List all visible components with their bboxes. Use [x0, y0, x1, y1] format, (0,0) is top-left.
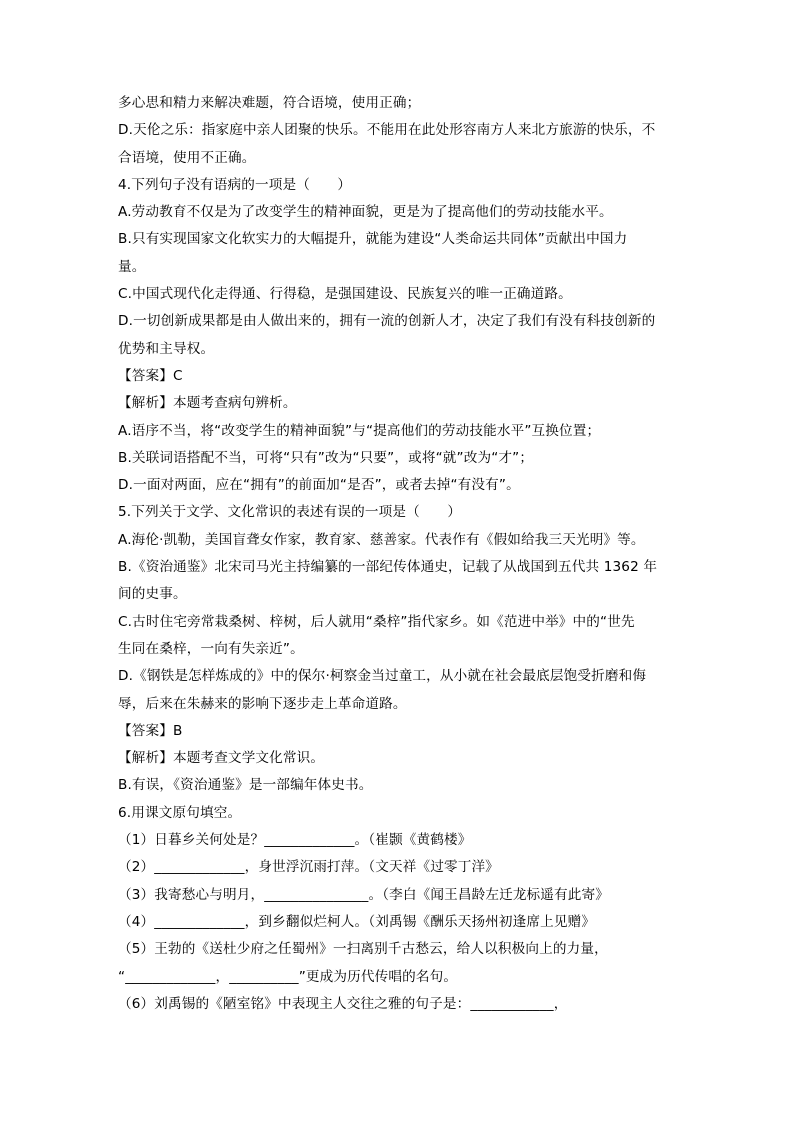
text-line: 生同在桑梓，一向有失亲近”。: [118, 640, 304, 657]
fill-blank-item: （2）_____________，身世浮沉雨打萍。（文天祥《过零丁洋》: [118, 859, 499, 876]
question-4-option-d: D.一切创新成果都是由人做出来的，拥有一流的创新人才，决定了我们有没有科技创新的: [118, 313, 656, 330]
fill-blank-item: （4）_____________，到乡翻似烂柯人。（刘禹锡《酬乐天扬州初逢席上见赠》: [118, 913, 596, 930]
analysis-line: D.一面对两面，应在“拥有”的前面加“是否”，或者去掉“有没有”。: [118, 477, 520, 494]
analysis-line: B.有误，《资治通鉴》是一部编年体史书。: [118, 777, 373, 794]
question-4-option-a: A.劳动教育不仅是为了改变学生的精神面貌，更是为了提高他们的劳动技能水平。: [118, 204, 613, 221]
text-line: 辱，后来在朱赫来的影响下逐步走上革命道路。: [118, 695, 407, 712]
fill-blank-item: “_____________，__________”更成为历代传唱的名句。: [118, 968, 458, 985]
question-5-option-c: C.古时住宅旁常栽桑树、梓树，后人就用“桑梓”指代家乡。如《范进中举》中的“世先: [118, 613, 635, 630]
question-4-option-b: B.只有实现国家文化软实力的大幅提升，就能为建设“人类命运共同体”贡献出中国力: [118, 231, 628, 248]
question-4-analysis: 【解析】本题考查病句辨析。: [118, 395, 297, 412]
text-line: 量。: [118, 258, 146, 275]
question-4-stem: 4.下列句子没有语病的一项是（ ）: [118, 176, 352, 193]
question-5-option-d: D.《钢铁是怎样炼成的》中的保尔·柯察金当过童工，从小就在社会最底层饱受折磨和侮: [118, 668, 647, 685]
question-6-stem: 6.用课文原句填空。: [118, 804, 242, 821]
question-5-analysis: 【解析】本题考查文学文化常识。: [118, 750, 325, 767]
question-5-option-b: B.《资治通鉴》北宋司马光主持编纂的一部纪传体通史，记载了从战国到五代共 1362 年: [118, 559, 658, 576]
text-line: 间的史事。: [118, 586, 187, 603]
question-5-answer: 【答案】B: [118, 722, 183, 739]
question-5-option-a: A.海伦·凯勒，美国盲聋女作家，教育家、慈善家。代表作有《假如给我三天光明》等。: [118, 531, 645, 548]
question-4-option-c: C.中国式现代化走得通、行得稳，是强国建设、民族复兴的唯一正确道路。: [118, 286, 572, 303]
text-line: 多心思和精力来解决难题，符合语境，使用正确；: [118, 95, 421, 111]
document-body: [118, 90, 678, 1018]
text-line: D.天伦之乐：指家庭中亲人团聚的快乐。不能用在此处形容南方人来北方旅游的快乐，不: [118, 122, 656, 139]
fill-blank-item: （3）我寄愁心与明月，_______________。（李白《闻王昌龄左迁龙标遥有此寄》: [118, 886, 610, 903]
fill-blank-item: （1）日暮乡关何处是？_____________。（崔颢《黄鹤楼》: [118, 832, 472, 849]
text-line: 优势和主导权。: [118, 340, 215, 357]
question-4-answer: 【答案】C: [118, 367, 183, 384]
analysis-line: B.关联词语搭配不当，可将“只有”改为“只要”，或将“就”改为“才”；: [118, 449, 534, 466]
fill-blank-item: （6）刘禹锡的《陋室铭》中表现主人交往之雅的句子是：____________，: [118, 995, 568, 1012]
fill-blank-item: （5）王勃的《送杜少府之任蜀州》一扫离别千古愁云，给人以积极向上的力量，: [118, 941, 608, 958]
text-line: 合语境，使用不正确。: [118, 149, 256, 166]
question-5-stem: 5.下列关于文学、文化常识的表述有误的一项是（ ）: [118, 504, 462, 521]
analysis-line: A.语序不当，将“改变学生的精神面貌”与“提高他们的劳动技能水平”互换位置；: [118, 422, 601, 439]
